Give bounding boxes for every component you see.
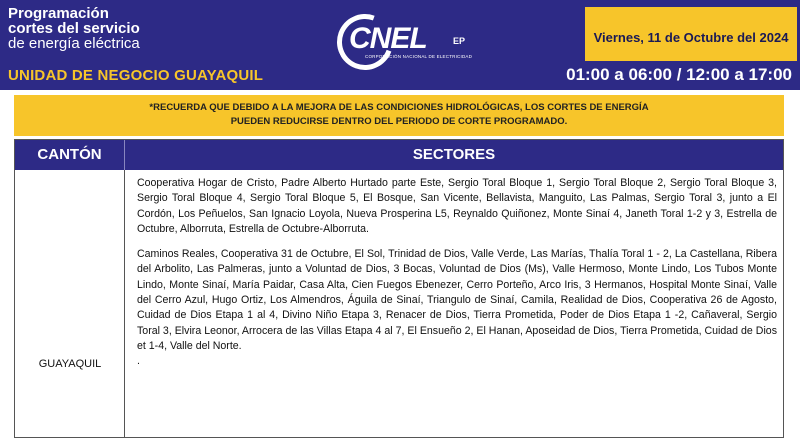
canton-value: GUAYAQUIL <box>38 358 102 370</box>
logo-suffix: EP <box>453 36 466 46</box>
header-banner <box>0 0 800 90</box>
sectores-block-1: Cooperativa Hogar de Cristo, Padre Alberto Hurtado parte Este, Sergio Toral Bloque 1, Sergio Toral Bloque 2, Sergio Toral Bloque 3, Sergio Toral Bloque 4, Sergio Toral Bloque 5, El Bosque, San Vicente, Bellavista, Manguito, Las Palmas, Sergio Toral 3, junto a El Cordón, Los Peñuelos, San Ignacio Loyola, Nueva Prosperina L5, Reynaldo Quiñonez, Monte Sinaí 4, Janeth Toral 1-2 y 3, Estrella de Octubre, Alborruta, Estrella de Octubre-Alborruta. <box>137 177 777 235</box>
notice-line-1: *RECUERDA QUE DEBIDO A LA MEJORA DE LAS CONDICIONES HIDROLÓGICAS, LOS CORTES DE ENERGÍA <box>149 102 649 113</box>
outage-hours: 01:00 a 06:00 / 12:00 a 17:00 <box>566 65 792 84</box>
business-unit-label: UNIDAD DE NEGOCIO GUAYAQUIL <box>8 67 264 84</box>
date-text: Viernes, 11 de Octubre del 2024 <box>593 30 789 45</box>
logo-wordmark: CNEL <box>349 22 427 55</box>
title-line-3: de energía eléctrica <box>8 35 140 52</box>
sectors-table <box>14 139 784 438</box>
sectores-cell <box>137 176 777 370</box>
date-badge <box>585 7 797 61</box>
page-title <box>8 6 140 51</box>
notice-banner <box>14 95 784 136</box>
sectores-trailing: . <box>137 355 140 368</box>
canton-cell <box>15 170 125 438</box>
cnel-logo <box>335 10 485 76</box>
title-line-1: Programación <box>8 5 109 22</box>
header-sectores: SECTORES <box>412 146 496 163</box>
sectores-block-2: Caminos Reales, Cooperativa 31 de Octubre, El Sol, Trinidad de Dios, Valle Verde, Las Marías, Thalía Toral 1 - 2, La Castellana, Ribera del Arbolito, Las Palmeras, junto a Voluntad de Dios, 3 Bocas, Voluntad de Dios (Ms), Valle Hermoso, Monte Lindo, Los Tubos Monte Lindo, Monte Sinaí, María Paidar, Casa Alta, Cien Fuegos Ebenezer, Cerro Porteño, Arco Iris, 3 Hermanos, Hospital Monte Sinaí, Valle del Cerro Azul, Hugo Ortiz, Los Almendros, Águila de Sinaí, Triangulo de Sinaí, Camila, Realidad de Dios, Cooperativa 26 de Agosto, Cuidad de Dios Etapa 1 al 4, Divino Niño Etapa 3, Renacer de Dios, Tierra Prometida, Poder de Dios Etapa 1 -2, Cañaveral, Sergio Toral 3, Elvira Leonor, Arrocera de las Villas Etapa 4 al 7, El Ensueño 2, El Hanan, Aposeidad de Dios, Tierra Prometida, Cuidad de Dios et 1-4, Valle del Norte. <box>137 248 777 352</box>
table-header <box>15 140 783 170</box>
header-canton: CANTÓN <box>15 140 125 170</box>
title-line-2: cortes del servicio <box>8 20 140 37</box>
logo-subtitle: CORPORACIÓN NACIONAL DE ELECTRICIDAD <box>365 54 473 59</box>
notice-line-2: PUEDEN REDUCIRSE DENTRO DEL PERIODO DE CORTE PROGRAMADO. <box>230 116 568 127</box>
